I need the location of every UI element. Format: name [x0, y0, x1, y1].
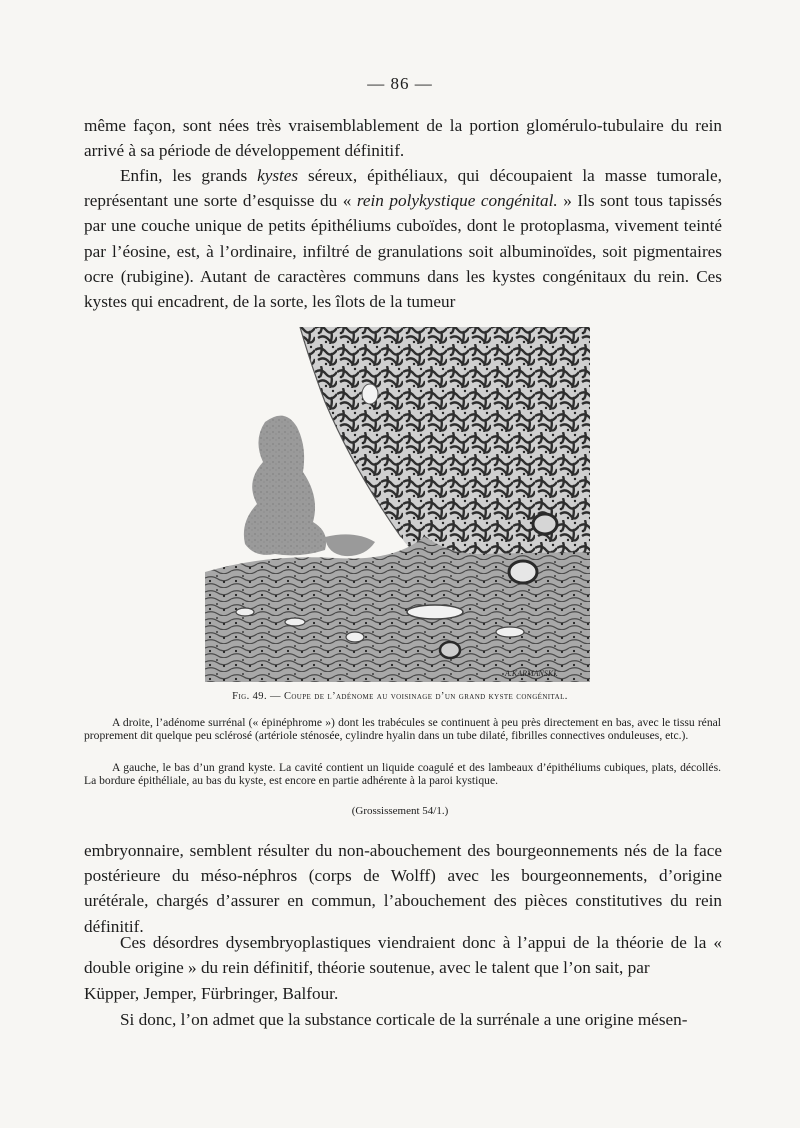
- paragraph-2-text-a: Enfin, les grands: [120, 166, 258, 185]
- figure-title: Coupe de l’adénome au voisinage d’un grand kyste congénital.: [283, 691, 568, 702]
- paragraph-4: Ces désordres dysembryoplastiques viendraient donc à l’appui de la théorie de la « double origine » du rein définitif, théorie soutenue, avec le talent que l’on sait, par: [84, 933, 722, 978]
- tissue-section-illustration: [205, 322, 590, 682]
- figure-label: Fig. 49. —: [232, 691, 284, 702]
- paragraph-1: même façon, sont nées très vraisemblablement de la portion glomérulo-tubulaire du rein arrivé à sa période de développement définitif.: [84, 116, 722, 161]
- term-kystes: kystes: [257, 166, 299, 185]
- engraver-signature: A.KARMANSKI.: [505, 669, 558, 678]
- histology-figure: [205, 322, 590, 682]
- paragraph-2-text-b: séreux, épithéliaux, qui découpaient la masse tumorale, représentant une sorte d’esquisse du «: [84, 166, 722, 211]
- paragraph-5: Küpper, Jemper, Fürbringer, Balfour.: [84, 984, 339, 1003]
- paragraph-2-text-c: » Ils sont tous tapissés par une couche unique de petits épithéliums cuboïdes, dont le protoplasma, vivement teinté par l’éosine, est, à l’ordinaire, infiltré de granulations soit albuminoïdes, soit pigmentaires ocre (rubigine). Autant de caractères communs dans les kystes congénitaux du rein. Ces kystes qui encadrent, de la sorte, les îlots de la tumeur: [84, 191, 722, 312]
- caption-right-description: A droite, l’adénome surrénal (« épinéphrome ») dont les trabécules se continuent à peu près directement en bas, avec le tissu rénal proprement dit quelque peu sclérosé (artériole sténosée, cylindre hyalin dans un tube dilaté, fibrilles connectives onduleuses, etc.).: [84, 716, 721, 742]
- figure-caption-title: [0, 691, 800, 702]
- page-number: — 86 —: [367, 74, 433, 93]
- magnification-note: (Grossissement 54/1.): [351, 805, 449, 817]
- paragraph-2: [84, 163, 722, 314]
- paragraph-6: Si donc, l’on admet que la substance corticale de la surrénale a une origine mésen-: [120, 1010, 688, 1029]
- caption-left-description: A gauche, le bas d’un grand kyste. La cavité contient un liquide coagulé et des lambeaux d’épithéliums cubiques, plats, décollés. La bordure épithéliale, au bas du kyste, est encore en partie adhérente à la paroi kystique.: [84, 761, 721, 787]
- paragraph-3: embryonnaire, semblent résulter du non-abouchement des bourgeonnements nés de la face postérieure du méso-néphros (corps de Wolff) avec les bourgeonnements, d’origine urétérale, chargés d’assurer en commun, l’abouchement des pièces constitutives du rein définitif.: [84, 841, 722, 936]
- term-rein-polykystique: rein polykystique congénital.: [356, 191, 558, 211]
